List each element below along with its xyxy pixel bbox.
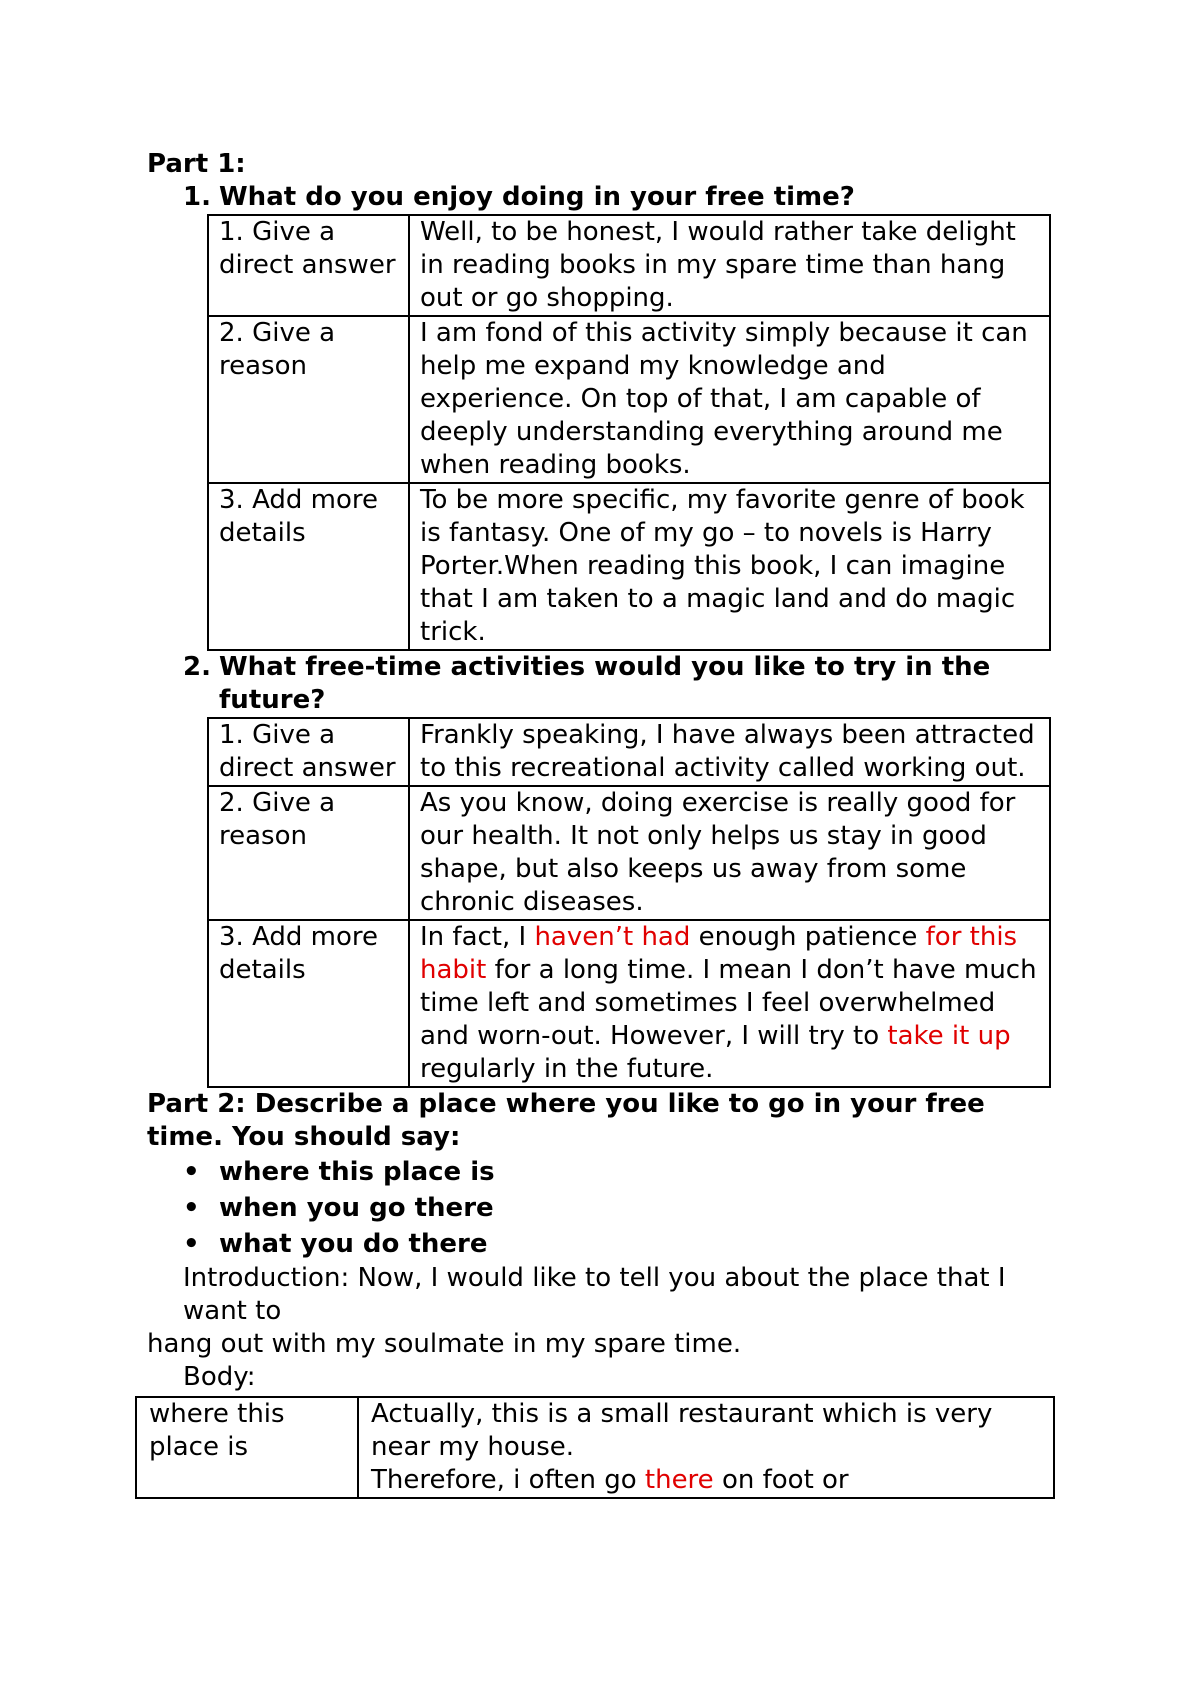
bullet-icon: • — [183, 1229, 200, 1259]
question-1-table — [207, 214, 1051, 651]
answer-text: regularly in the future. — [420, 1054, 714, 1084]
question-1 — [147, 181, 1067, 651]
table-row — [208, 215, 1050, 316]
question-number: 2. — [183, 652, 211, 682]
cue-card-bullets — [147, 1154, 1067, 1262]
answer-text: Therefore, i often go — [371, 1465, 645, 1495]
row-answer — [358, 1397, 1054, 1498]
answer-text: enough patience — [690, 922, 926, 952]
answer-text: As you know, doing exercise is really good for our health. It not only helps us stay in good shape, but also keeps us away from some chronic diseases. — [420, 788, 1016, 917]
question-2-line — [147, 651, 1067, 717]
answer-text: Actually, this is a small restaurant which is very near my house. — [371, 1399, 993, 1462]
answer-text: In fact, I — [420, 922, 535, 952]
row-label: 3. Add more details — [208, 483, 409, 650]
table-row — [208, 483, 1050, 650]
highlighted-phrase: take it up — [887, 1021, 1011, 1051]
document-page — [147, 148, 1067, 1499]
question-1-line — [147, 181, 1067, 214]
question-2-table — [207, 717, 1051, 1088]
row-answer — [409, 718, 1050, 786]
row-answer — [409, 215, 1050, 316]
answer-text: for a long time. I mean I don’t have much time left and sometimes I feel overwhelmed and worn-out. However, I will try to — [420, 955, 1037, 1051]
row-label: where this place is — [136, 1397, 358, 1498]
list-item: • when you go there — [147, 1190, 1067, 1226]
row-label: 3. Add more details — [208, 920, 409, 1087]
bullet-icon: • — [183, 1157, 200, 1187]
introduction-continuation: hang out with my soulmate in my spare time. — [147, 1329, 742, 1359]
row-answer — [409, 483, 1050, 650]
answer-text: on foot or — [713, 1465, 849, 1495]
highlighted-phrase: haven’t had — [534, 922, 691, 952]
answer-text: I am fond of this activity simply because it can help me expand my knowledge and experience. On top of that, I am capable of deeply understanding everything around me when reading books. — [420, 318, 1028, 480]
row-answer — [409, 786, 1050, 920]
question-text: What free-time activities would you like to try in the future? — [219, 652, 991, 715]
row-answer — [409, 316, 1050, 483]
row-label: 2. Give a reason — [208, 316, 409, 483]
part1-title: Part 1: — [147, 149, 246, 179]
table-row — [208, 786, 1050, 920]
answer-text: Well, to be honest, I would rather take delight in reading books in my spare time than hang out or go shopping. — [420, 217, 1016, 313]
answer-text: Frankly speaking, I have always been attracted to this recreational activity called working out. — [420, 720, 1035, 783]
highlighted-phrase: there — [644, 1465, 714, 1495]
body-label: Body: — [183, 1362, 256, 1392]
introduction-text: Introduction: Now, I would like to tell you about the place that I want to — [183, 1263, 1006, 1326]
row-label: 1. Give a direct answer — [208, 215, 409, 316]
part2-title: Part 2: Describe a place where you like to go in your free time. You should say: — [147, 1089, 985, 1152]
row-label: 1. Give a direct answer — [208, 718, 409, 786]
question-2 — [147, 651, 1067, 1088]
list-item: • what you do there — [147, 1226, 1067, 1262]
row-answer — [409, 920, 1050, 1087]
table-row — [208, 316, 1050, 483]
table-row — [208, 718, 1050, 786]
table-row — [136, 1397, 1054, 1498]
highlighted-phrase: for this habit — [420, 922, 1018, 985]
body-table — [135, 1396, 1055, 1499]
table-row — [208, 920, 1050, 1087]
row-label: 2. Give a reason — [208, 786, 409, 920]
answer-text: To be more specific, my favorite genre of book is fantasy. One of my go – to novels is Harry Porter.When reading this book, I can imagine that I am taken to a magic land and do magic trick. — [420, 485, 1025, 647]
question-number: 1. — [183, 182, 211, 212]
bullet-icon: • — [183, 1193, 200, 1223]
list-item: • where this place is — [147, 1154, 1067, 1190]
question-text: What do you enjoy doing in your free time? — [219, 182, 855, 212]
